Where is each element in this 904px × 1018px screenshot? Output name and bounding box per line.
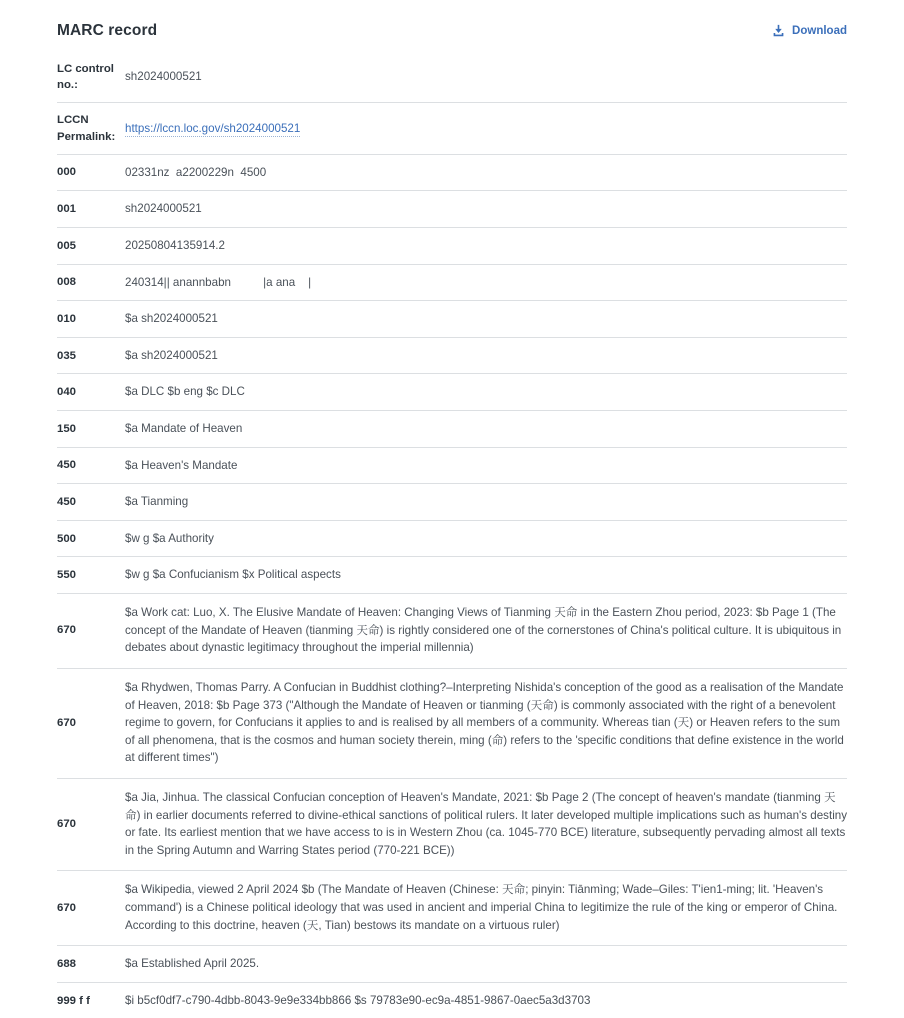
field-tag: 005 [57, 239, 77, 252]
field-value: $a Rhydwen, Thomas Parry. A Confucian in Buddhist clothing?–Interpreting Nishida's conception of the good as a realisation of the Mandate of Heaven, 2018: $b Page 373 ("Although the Mandate of Heaven or tianming (天命) is commonly associated with the right of a benevolent regime to govern, for Confucians it applies to and is realised by all members of a community. Whereas tian (天) or Heaven refers to the sum of all phenomena, that is the cosmos and human society therein, ming (命) refers to the 'specific conditions that define existence in the world at different times") [125, 680, 844, 765]
field-value: $a Jia, Jinhua. The classical Confucian conception of Heaven's Mandate, 2021: $b Page 2 (The concept of heaven's mandate (tianming 天命) in earlier documents referred to divine-ethical sanctions of political rulers. It later developed multiple implications such as human's destiny or fate. Its earliest mention that we have access to is in Western Zhou (ca. 1045-770 BCE) literature, subsequently pervading almost all texts in the Spring Autumn and Warring States period (770-221 BCE)) [125, 790, 848, 857]
field-value: $a sh2024000521 [125, 312, 218, 326]
field-value: $a sh2024000521 [125, 348, 218, 362]
row-value [125, 103, 847, 154]
field-tag: 001 [57, 203, 77, 216]
table-row [57, 946, 847, 983]
field-tag: 670 [57, 716, 77, 729]
table-row [57, 337, 847, 374]
field-tag: 670 [57, 818, 77, 831]
table-row [57, 447, 847, 484]
lccn-permalink-link[interactable]: https://lccn.loc.gov/sh2024000521 [125, 121, 301, 135]
field-tag: 670 [57, 901, 77, 914]
download-button[interactable] [772, 16, 847, 37]
table-row [57, 557, 847, 594]
row-label: LCCN Permalink: [57, 114, 116, 143]
field-tag: 035 [57, 349, 77, 362]
field-value: $i b5cf0df7-c790-4dbb-8043-9e9e334bb866 $s 79783e90-ec9a-4851-9867-0aec5a3d3703 [125, 993, 591, 1007]
page-title: MARC record [57, 22, 158, 39]
field-tag: 999 f f [57, 994, 90, 1007]
field-tag: 450 [57, 459, 77, 472]
field-value: 02331nz a2200229n 4500 [125, 165, 267, 179]
row-value: sh2024000521 [125, 70, 202, 84]
field-tag: 010 [57, 312, 77, 325]
table-row [57, 668, 847, 778]
table-row [57, 374, 847, 411]
marc-field-table [57, 52, 847, 1018]
field-value: 20250804135914.2 [125, 238, 225, 252]
field-tag: 008 [57, 276, 77, 289]
field-value: $a DLC $b eng $c DLC [125, 385, 245, 399]
download-label: Download [792, 24, 847, 37]
field-tag: 040 [57, 386, 77, 399]
table-row [57, 191, 847, 228]
table-row [57, 982, 847, 1018]
table-row-lccn-permalink [57, 103, 847, 154]
table-row-lc-control-no [57, 52, 847, 103]
table-row [57, 301, 847, 338]
row-label: LC control no.: [57, 63, 114, 92]
field-value: $a Heaven's Mandate [125, 458, 238, 472]
field-value: $a Work cat: Luo, X. The Elusive Mandate of Heaven: Changing Views of Tianming 天命 in the Eastern Zhou period, 2023: $b Page 1 (The concept of the Mandate of Heaven (tianming 天命) is rightly considered one of the cornerstones of China's political culture. It is ubiquitous in debates about dynastic legitimacy throughout the imperial millennia) [125, 606, 842, 655]
table-row [57, 594, 847, 669]
download-icon [772, 24, 785, 37]
table-row [57, 264, 847, 301]
page-header [57, 16, 847, 42]
field-tag: 150 [57, 422, 77, 435]
table-row [57, 411, 847, 448]
field-value: $a Tianming [125, 495, 189, 509]
field-value: $w g $a Confucianism $x Political aspects [125, 568, 341, 582]
field-tag: 000 [57, 166, 77, 179]
table-row [57, 154, 847, 191]
marc-table-body [57, 52, 847, 1018]
field-value: sh2024000521 [125, 202, 202, 216]
field-value: $a Established April 2025. [125, 957, 260, 971]
field-value: $w g $a Authority [125, 531, 214, 545]
field-tag: 688 [57, 957, 77, 970]
table-row [57, 778, 847, 870]
field-value: $a Wikipedia, viewed 2 April 2024 $b (The Mandate of Heaven (Chinese: 天命; pinyin: Tiānmìng; Wade–Giles: T'ien1-ming; lit. 'Heaven's command') is a Chinese political ideology that was used in ancient and imperial China to legitimize the rule of the king or emperor of China. According to this doctrine, heaven (天, Tian) bestows its mandate on a virtuous ruler) [125, 883, 838, 932]
field-value: 240314|| anannbabn |a ana | [125, 275, 312, 289]
field-tag: 550 [57, 569, 77, 582]
field-tag: 500 [57, 532, 77, 545]
field-tag: 670 [57, 624, 77, 637]
table-row [57, 484, 847, 521]
field-tag: 450 [57, 495, 77, 508]
table-row [57, 227, 847, 264]
table-row [57, 871, 847, 946]
table-row [57, 520, 847, 557]
field-value: $a Mandate of Heaven [125, 422, 243, 436]
